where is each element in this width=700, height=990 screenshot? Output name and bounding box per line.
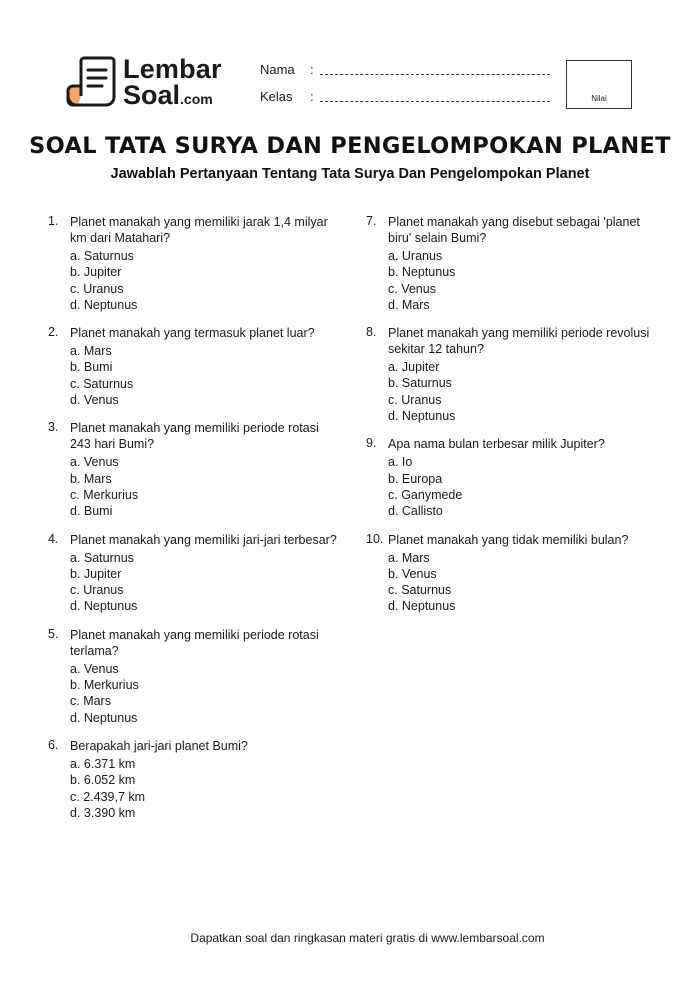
question-number: 1. — [48, 214, 59, 228]
option-b: b. Venus — [388, 566, 437, 581]
question-number: 6. — [48, 737, 59, 752]
footer-text: Dapatkan soal dan ringkasan materi gratis di www.lembarsoal.com — [190, 931, 545, 945]
option-a: a. 6.371 km — [70, 756, 136, 771]
option-c: c. Uranus — [388, 392, 442, 407]
option-d: d. 3.390 km — [70, 805, 136, 820]
option-b: b. Merkurius — [70, 678, 139, 693]
option-c: c. Ganymede — [388, 487, 463, 502]
question-number: 4. — [48, 531, 59, 546]
question-text: Berapakah jari-jari planet Bumi? — [70, 738, 248, 753]
option-b: b. Bumi — [70, 360, 113, 375]
score-box — [566, 60, 632, 109]
question-number: 7. — [366, 214, 377, 228]
question-2 — [48, 325, 338, 408]
question-7 — [366, 214, 656, 313]
option-a: a. Mars — [70, 344, 112, 359]
question-text: Planet manakah yang memiliki periode rotasi 243 hari Bumi? — [70, 421, 319, 452]
class-label: Kelas — [260, 89, 293, 104]
option-d: d. Neptunus — [70, 599, 138, 614]
question-number: 9. — [366, 436, 377, 451]
option-d: d. Callisto — [388, 504, 443, 519]
option-list — [70, 248, 338, 313]
option-list — [70, 661, 338, 726]
option-d: d. Mars — [388, 297, 430, 312]
option-c: c. Merkurius — [70, 487, 139, 502]
option-d: d. Venus — [70, 393, 119, 408]
option-c: c. 2.439,7 km — [70, 789, 146, 804]
name-label: Nama — [260, 62, 295, 77]
option-c: c. Saturnus — [70, 376, 134, 391]
option-list — [388, 454, 656, 519]
option-c: c. Uranus — [70, 583, 124, 598]
questions-left-column — [48, 214, 338, 833]
question-text: Planet manakah yang tidak memiliki bulan? — [388, 532, 629, 547]
question-text: Planet manakah yang termasuk planet luar? — [70, 326, 315, 341]
option-b: b. Europa — [388, 471, 443, 486]
class-colon: : — [310, 89, 314, 104]
option-a: a. Venus — [70, 455, 119, 470]
option-c: c. Uranus — [70, 281, 124, 296]
option-list — [388, 359, 656, 424]
question-text: Planet manakah yang memiliki periode rotasi terlama? — [70, 627, 319, 658]
option-list — [388, 248, 656, 313]
page-title: SOAL TATA SURYA DAN PENGELOMPOKAN PLANET — [29, 133, 671, 159]
option-list — [70, 454, 338, 519]
question-text: Planet manakah yang memiliki jari-jari terbesar? — [70, 532, 337, 547]
logo-suffix: .com — [180, 91, 213, 107]
option-a: a. Uranus — [388, 249, 443, 263]
document-scroll-icon — [66, 56, 118, 108]
option-b: b. Neptunus — [388, 265, 456, 280]
question-4 — [48, 532, 338, 615]
option-list — [70, 550, 338, 615]
question-number: 10. — [366, 531, 384, 546]
logo-wordmark — [123, 56, 222, 109]
logo-line2 — [123, 82, 222, 109]
question-5 — [48, 627, 338, 726]
name-colon: : — [310, 62, 314, 77]
option-b: b. 6.052 km — [70, 773, 136, 788]
option-a: a. Jupiter — [388, 360, 440, 375]
option-a: a. Io — [388, 455, 413, 470]
question-number: 8. — [366, 325, 377, 340]
score-label: Nilai — [591, 94, 607, 103]
option-d: d. Neptunus — [388, 409, 456, 424]
class-line — [320, 101, 550, 102]
question-number: 3. — [48, 420, 59, 435]
page-subtitle: Jawablah Pertanyaan Tentang Tata Surya Dan Pengelompokan Planet — [110, 166, 590, 182]
option-a: a. Saturnus — [70, 249, 134, 263]
option-c: c. Saturnus — [388, 583, 452, 598]
name-line — [320, 74, 550, 75]
question-6 — [48, 738, 338, 821]
option-c: c. Venus — [388, 281, 436, 296]
option-list — [70, 756, 338, 821]
logo-soal: Soal — [123, 80, 181, 110]
option-a: a. Venus — [70, 661, 119, 676]
logo — [66, 56, 226, 112]
question-8 — [366, 325, 656, 424]
question-number: 2. — [48, 325, 59, 340]
option-b: b. Jupiter — [70, 566, 122, 581]
option-d: d. Bumi — [70, 504, 113, 519]
option-list — [388, 550, 656, 615]
question-10 — [366, 532, 656, 615]
option-a: a. Saturnus — [70, 550, 134, 565]
question-text: Planet manakah yang memiliki periode revolusi sekitar 12 tahun? — [388, 326, 650, 357]
option-b: b. Jupiter — [70, 265, 122, 280]
question-text: Planet manakah yang disebut sebagai 'planet biru' selain Bumi? — [388, 215, 640, 245]
option-d: d. Neptunus — [388, 599, 456, 614]
question-number: 5. — [48, 626, 59, 641]
logo-line1: Lembar — [123, 54, 222, 84]
question-3 — [48, 420, 338, 519]
option-d: d. Neptunus — [70, 710, 138, 725]
question-text: Apa nama bulan terbesar milik Jupiter? — [388, 437, 605, 452]
option-a: a. Mars — [388, 550, 430, 565]
questions-right-column — [366, 214, 656, 627]
option-list — [70, 343, 338, 408]
option-d: d. Neptunus — [70, 297, 138, 312]
option-b: b. Mars — [70, 471, 112, 486]
question-9 — [366, 436, 656, 519]
question-1 — [48, 214, 338, 313]
question-text: Planet manakah yang memiliki jarak 1,4 milyar km dari Matahari? — [70, 215, 328, 245]
option-b: b. Saturnus — [388, 376, 452, 391]
option-c: c. Mars — [70, 694, 111, 709]
